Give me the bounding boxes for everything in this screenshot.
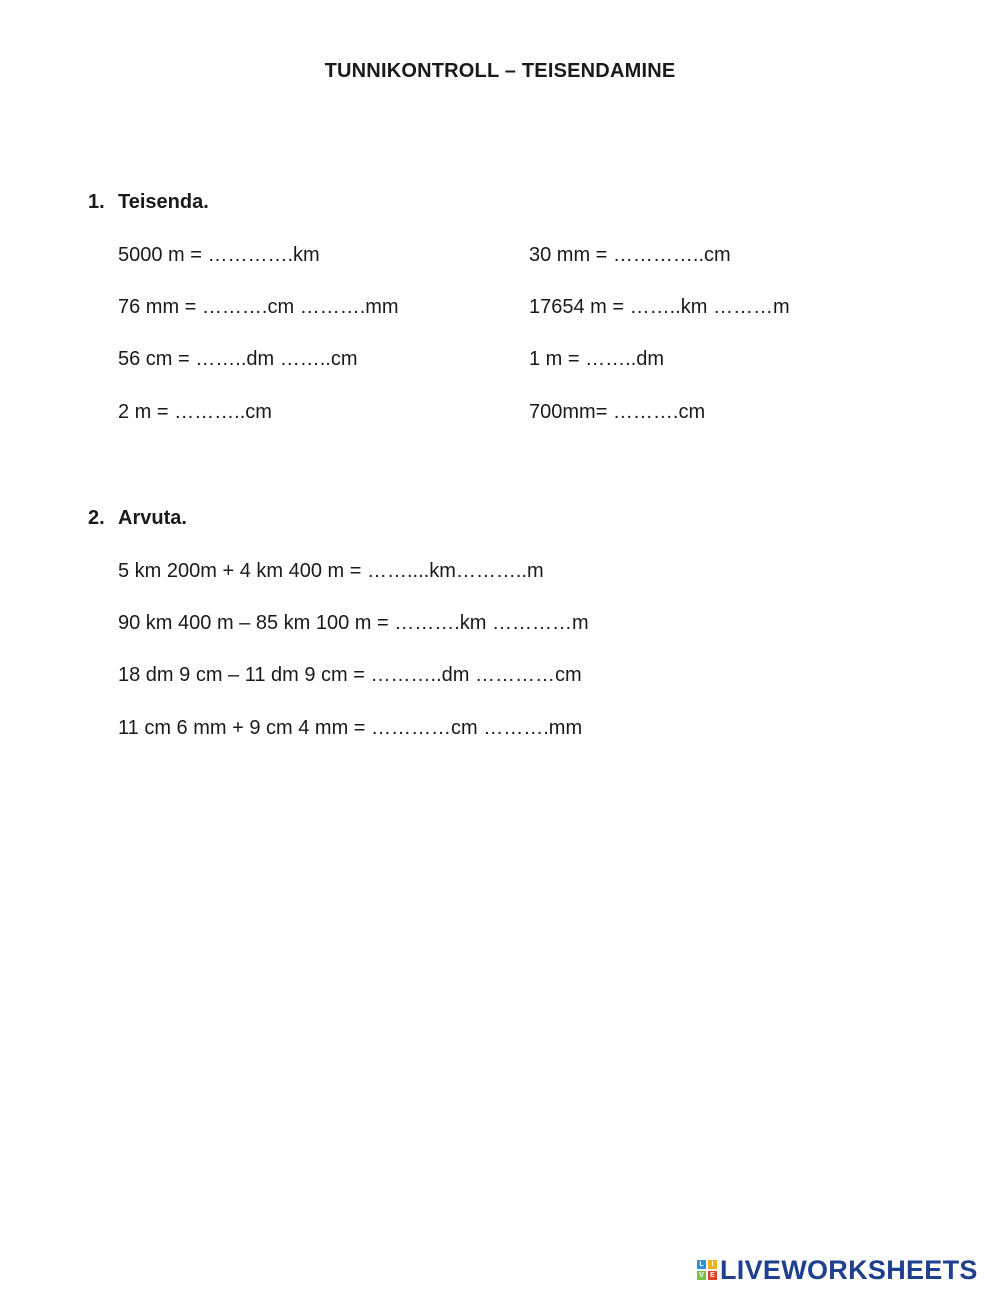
section-1-number: 1. [88,191,105,213]
calculation-item: 90 km 400 m – 85 km 100 m = ……….km …………m [118,612,589,634]
section-2-title: Arvuta. [118,507,187,529]
logo-mark-letter: E [708,1271,717,1280]
logo-mark-icon [697,1260,717,1280]
conversion-item: 76 mm = ……….cm ……….mm [118,296,399,318]
section-1-title: Teisenda. [118,191,209,213]
calculation-item: 5 km 200m + 4 km 400 m = ……....km………..m [118,560,544,582]
calculation-item: 11 cm 6 mm + 9 cm 4 mm = …………cm ……….mm [118,717,583,739]
logo-text: LIVEWORKSHEETS [720,1254,978,1285]
logo-mark-letter: V [697,1271,706,1280]
conversion-item: 56 cm = ……..dm ……..cm [118,348,358,370]
section-2-number: 2. [88,507,105,529]
calculation-item: 18 dm 9 cm – 11 dm 9 cm = ………..dm …………cm [118,664,582,686]
logo-mark-letter: I [708,1260,717,1269]
liveworksheets-logo [697,1256,978,1284]
section-2-heading [88,507,187,530]
conversion-item: 700mm= ……….cm [529,401,706,423]
conversion-item: 30 mm = …………..cm [529,244,731,266]
conversion-item: 5000 m = ………….km [118,244,320,266]
section-1-heading [88,191,209,214]
conversion-item: 17654 m = ……..km ………m [529,296,790,318]
conversion-item: 1 m = ……..dm [529,348,665,370]
conversion-item: 2 m = ………..cm [118,401,272,423]
page-title: TUNNIKONTROLL – TEISENDAMINE [324,60,676,82]
logo-mark-letter: L [697,1260,706,1269]
